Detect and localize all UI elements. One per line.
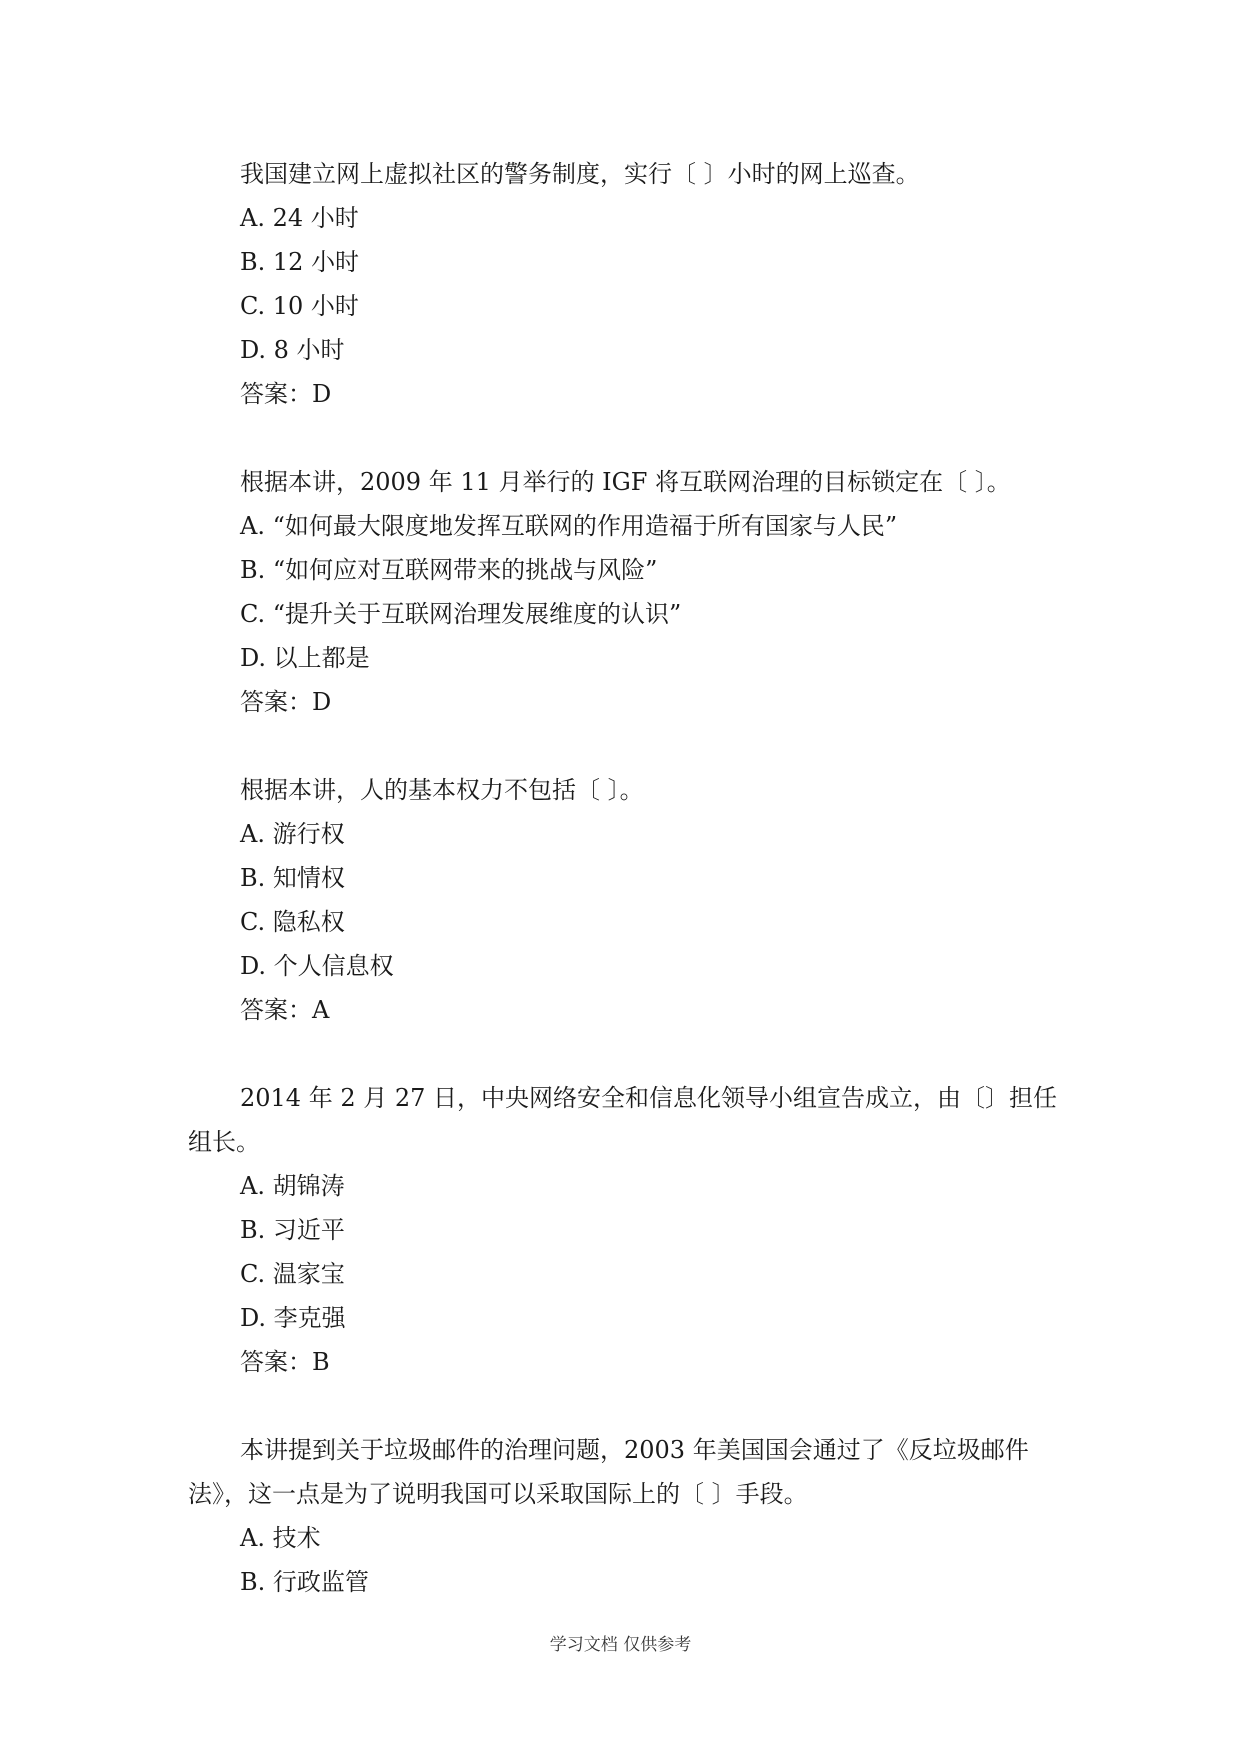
option-a: A. 胡锦涛 — [240, 1172, 345, 1200]
option-a: A. 游行权 — [240, 820, 345, 848]
question-stem: 本讲提到关于垃圾邮件的治理问题，2003 年美国国会通过了《反垃圾邮件 — [240, 1436, 1029, 1464]
question-5 — [188, 1428, 1068, 1604]
answer: 答案：D — [240, 380, 332, 408]
option-c: C. “提升关于互联网治理发展维度的认识” — [240, 600, 682, 628]
option-b: B. 12 小时 — [240, 248, 360, 276]
option-d: D. 8 小时 — [240, 336, 345, 364]
question-stem-continued: 组长。 — [188, 1128, 260, 1156]
question-stem: 根据本讲，2009 年 11 月举行的 IGF 将互联网治理的目标锁定在〔 〕。 — [240, 468, 1011, 496]
question-4 — [188, 1076, 1068, 1384]
option-a: A. “如何最大限度地发挥互联网的作用造福于所有国家与人民” — [240, 512, 898, 540]
answer: 答案：B — [240, 1348, 330, 1376]
answer: 答案：D — [240, 688, 332, 716]
option-a: A. 技术 — [240, 1524, 321, 1552]
option-b: B. 行政监管 — [240, 1568, 369, 1596]
answer: 答案：A — [240, 996, 330, 1024]
question-3 — [188, 768, 1068, 1032]
option-b: B. “如何应对互联网带来的挑战与风险” — [240, 556, 658, 584]
question-stem: 根据本讲，人的基本权力不包括〔 〕。 — [240, 776, 644, 804]
page-footer: 学习文档 仅供参考 — [549, 1635, 692, 1655]
option-b: B. 习近平 — [240, 1216, 345, 1244]
question-1 — [188, 152, 1068, 416]
option-b: B. 知情权 — [240, 864, 345, 892]
question-2 — [188, 460, 1068, 724]
option-a: A. 24 小时 — [240, 204, 359, 232]
option-d: D. 以上都是 — [240, 644, 370, 672]
option-d: D. 个人信息权 — [240, 952, 394, 980]
option-c: C. 温家宝 — [240, 1260, 345, 1288]
option-c: C. 隐私权 — [240, 908, 345, 936]
question-stem: 我国建立网上虚拟社区的警务制度，实行〔 〕小时的网上巡查。 — [240, 160, 920, 188]
question-stem-continued: 法》，这一点是为了说明我国可以采取国际上的〔 〕手段。 — [188, 1480, 808, 1508]
option-d: D. 李克强 — [240, 1304, 346, 1332]
option-c: C. 10 小时 — [240, 292, 359, 320]
question-stem: 2014 年 2 月 27 日，中央网络安全和信息化领导小组宣告成立，由〔〕担任 — [240, 1084, 1058, 1112]
